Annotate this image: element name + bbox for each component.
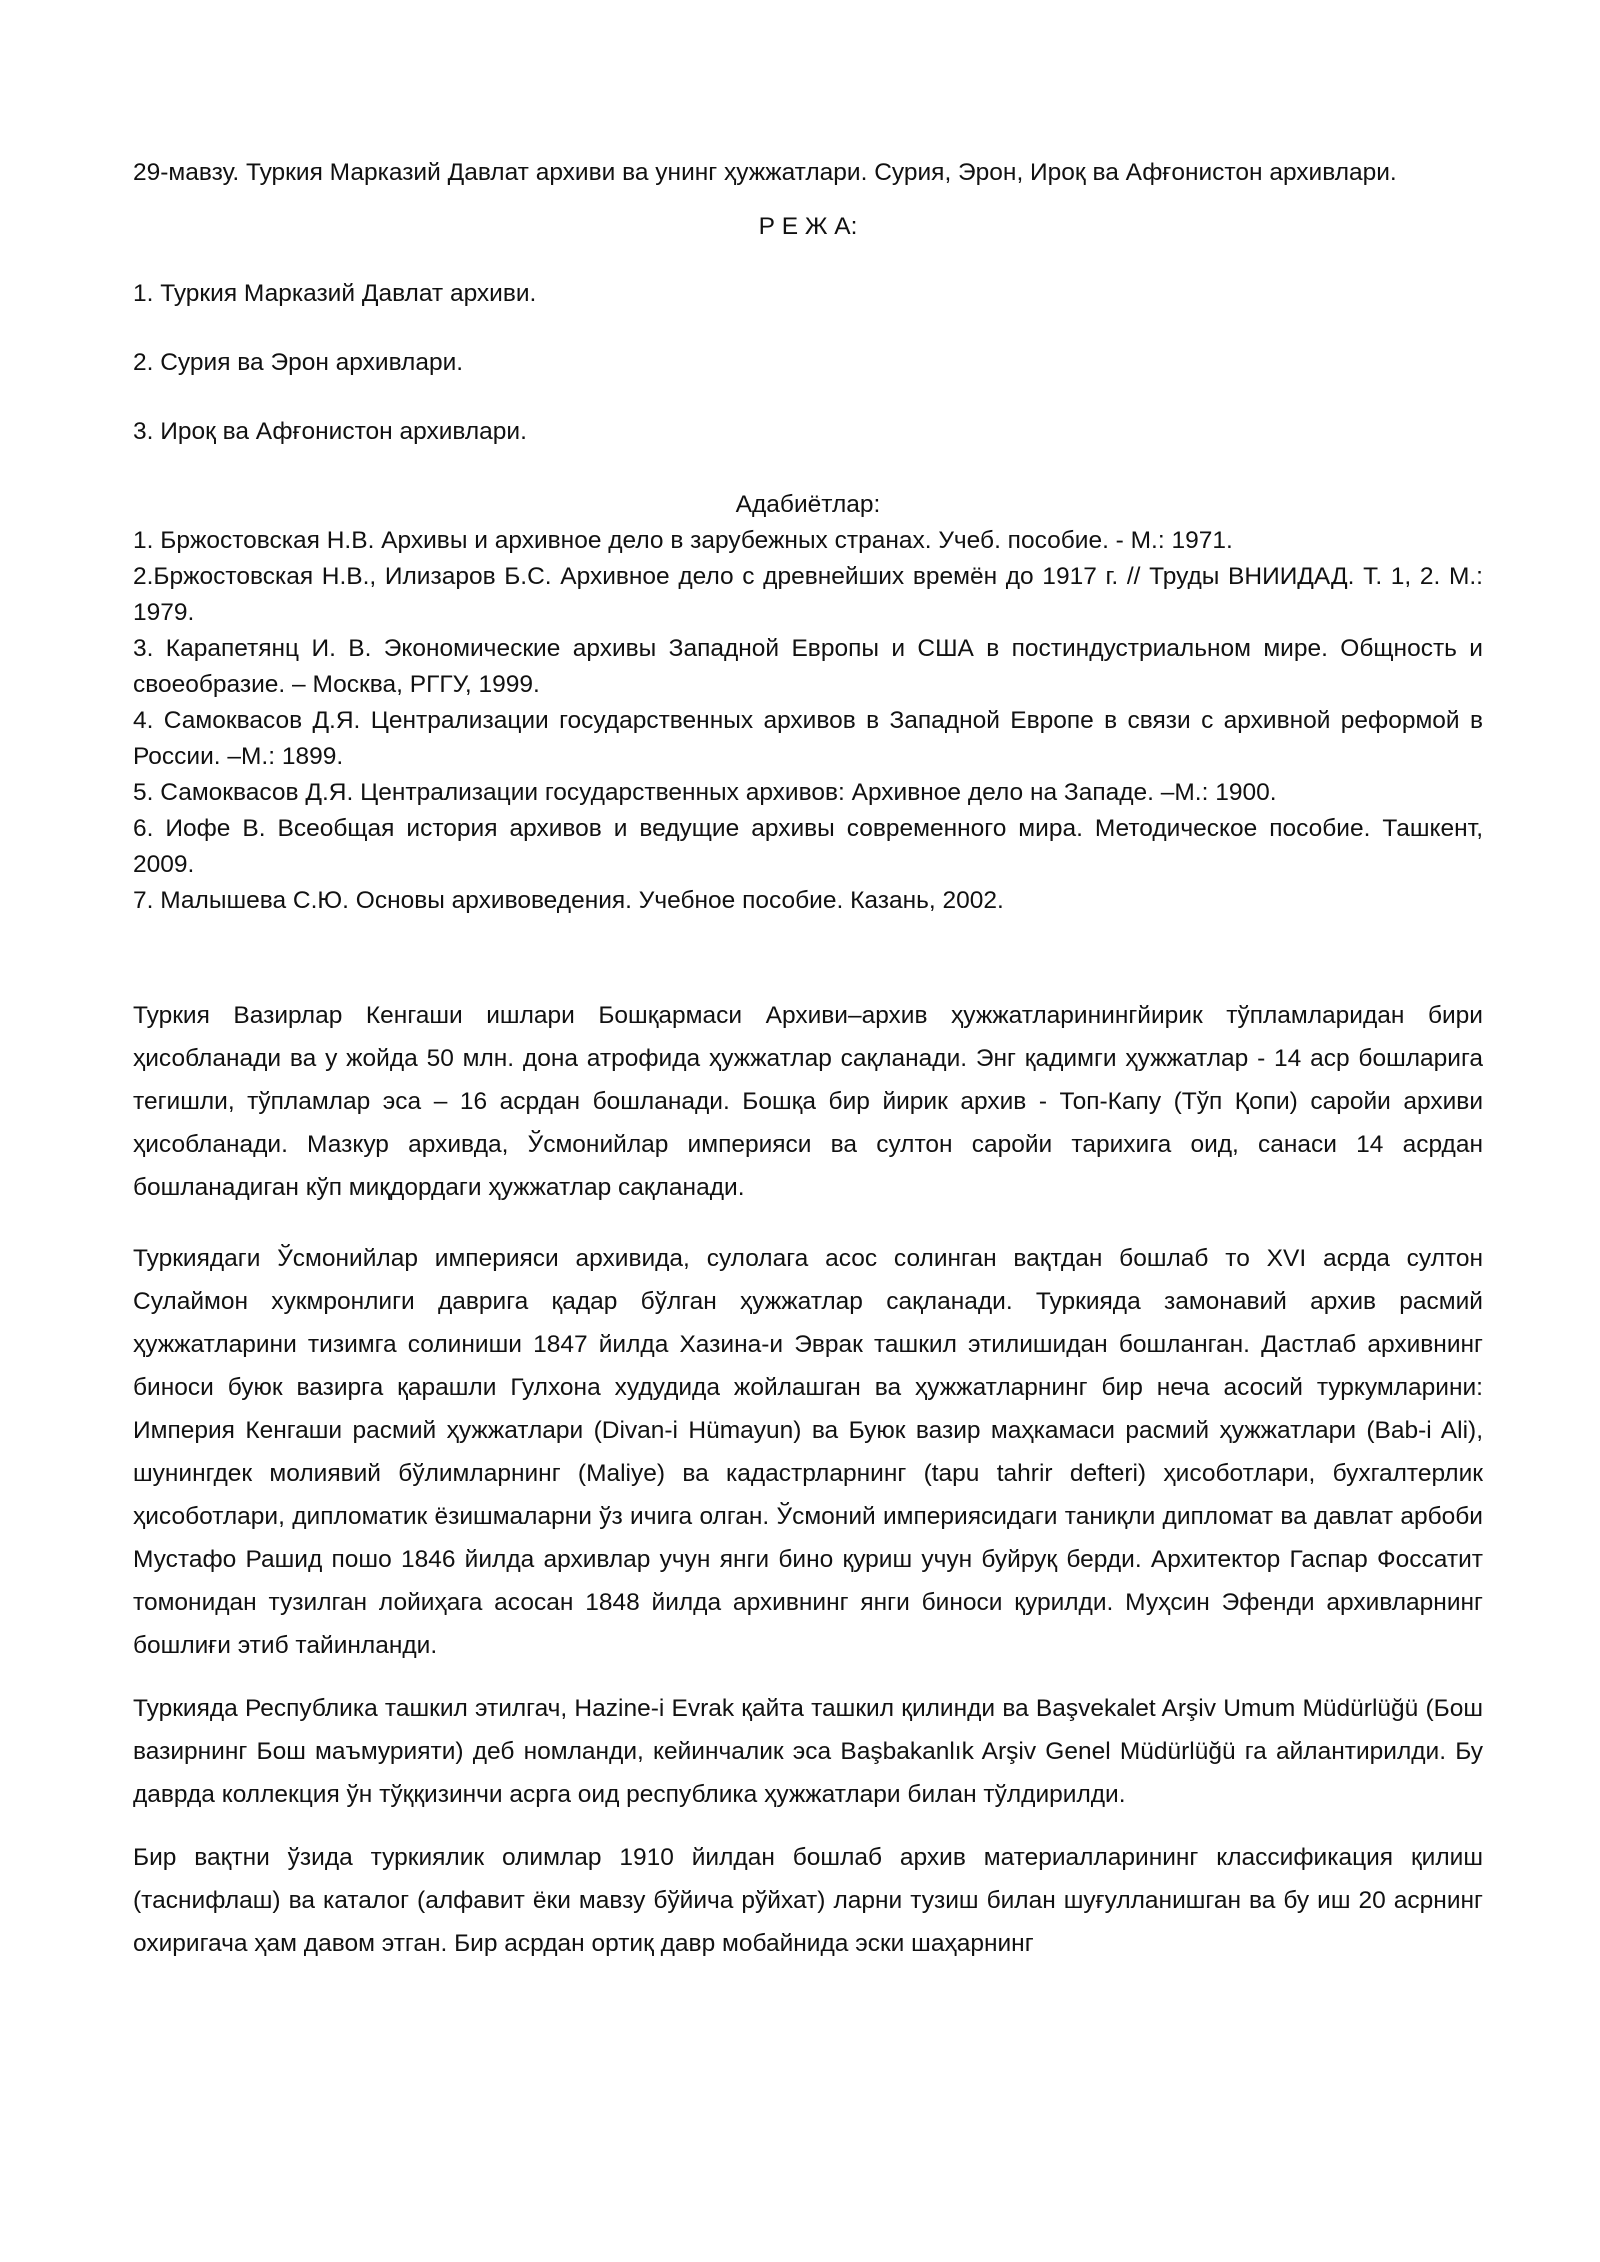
- reference-item: 7. Малышева С.Ю. Основы архивоведения. Учебное пособие. Казань, 2002.: [133, 887, 1004, 914]
- body-paragraph: Туркиядаги Ўсмонийлар империяси архивида, сулолага асос солинган вақтдан бошлаб то XVI асрда султон Сулаймон хукмронлиги даврига қадар бўлган ҳужжатлар сақланади. Туркияда замонавий архив расмий ҳужжатларини тизимга солиниши 1847 йилда Хазина-и Эврак ташкил этилишидан бошланган. Дастлаб архивнинг биноси буюк вазирга қарашли Гулхона худудида жойлашган ва ҳужжатларнинг бир неча асосий туркумларини: Империя Кенгаши расмий ҳужжатлари (Divan-i Hümayun) ва Буюк вазир маҳкамаси расмий ҳужжатлари (Bab-i Ali), шунингдек молиявий бўлимларнинг (Maliye) ва кадастрларнинг (tapu tahrir defteri) ҳисоботлари, бухгалтерлик ҳисоботлари, дипломатик ёзишмаларни ўз ичига олган. Ўсмоний империясидаги таниқли дипломат ва давлат арбоби Мустафо Рашид пошо 1846 йилда архивлар учун янги бино қуриш учун буйруқ берди. Архитектор Гаспар Фоссатит томонидан тузилган лойиҳага асосан 1848 йилда архивнинг янги биноси қурилди. Муҳсин Эфенди архивларнинг бошлиғи этиб тайинланди.: [133, 1245, 1483, 1659]
- reference-item: 6. Иофе В. Всеобщая история архивов и ведущие архивы современного мира. Методическое пособие. Ташкент, 2009.: [133, 815, 1483, 878]
- body-paragraph: Туркия Вазирлар Кенгаши ишлари Бошқармаси Архиви–архив ҳужжатларинингйирик тўпламларидан бири ҳисобланади ва у жойда 50 млн. дона атрофида ҳужжатлар сақланади. Энг қадимги ҳужжатлар - 14 аср бошларига тегишли, тўпламлар эса – 16 асрдан бошланади. Бошқа бир йирик архив - Топ-Капу (Тўп Қопи) саройи архиви ҳисобланади. Мазкур архивда, Ўсмонийлар империяси ва султон саройи тарихига оид, санаси 14 асрдан бошланадиган кўп миқдордаги ҳужжатлар сақланади.: [133, 1002, 1483, 1201]
- plan-item: 1. Туркия Марказий Давлат архиви.: [133, 280, 537, 307]
- document-page: [133, 152, 1483, 1965]
- reference-item: 2.Бржостовская Н.В., Илизаров Б.С. Архивное дело с древнейших времён до 1917 г. // Труды ВНИИДАД. Т. 1, 2. М.: 1979.: [133, 563, 1483, 626]
- plan-item: 3. Ироқ ва Афғонистон архивлари.: [133, 418, 527, 445]
- plan-heading: Р Е Ж А:: [758, 213, 858, 240]
- reference-item: 5. Самоквасов Д.Я. Централизации государственных архивов: Архивное дело на Западе. –М.: 1900.: [133, 779, 1277, 806]
- references-heading: Адабиётлар:: [735, 491, 881, 518]
- plan-item: 2. Сурия ва Эрон архивлари.: [133, 349, 464, 376]
- document-title: 29-мавзу. Туркия Марказий Давлат архиви ва унинг ҳужжатлари. Сурия, Эрон, Ироқ ва Афғонистон архивлари.: [133, 159, 1397, 186]
- reference-item: 1. Бржостовская Н.В. Архивы и архивное дело в зарубежных странах. Учеб. пособие. - М.: 1971.: [133, 527, 1233, 554]
- body-paragraph: Туркияда Республика ташкил этилгач, Hazine-i Evrak қайта ташкил қилинди ва Başvekalet Arşiv Umum Müdürlüğü (Бош вазирнинг Бош маъмурияти) деб номланди, кейинчалик эса Başbakanlık Arşiv Genel Müdürlüğü га айлантирилди. Бу даврда коллекция ўн тўққизинчи асрга оид республика ҳужжатлари билан тўлдирилди.: [133, 1695, 1483, 1808]
- reference-item: 3. Карапетянц И. В. Экономические архивы Западной Европы и США в постиндустриальном мире. Общность и своеобразие. – Москва, РГГУ, 1999.: [133, 635, 1483, 698]
- reference-item: 4. Самоквасов Д.Я. Централизации государственных архивов в Западной Европе в связи с архивной реформой в России. –М.: 1899.: [133, 707, 1483, 770]
- body-paragraph: Бир вақтни ўзида туркиялик олимлар 1910 йилдан бошлаб архив материалларининг классификация қилиш (таснифлаш) ва каталог (алфавит ёки мавзу бўйича рўйхат) ларни тузиш билан шуғулланишган ва бу иш 20 асрнинг охиригача ҳам давом этган. Бир асрдан ортиқ давр мобайнида эски шаҳарнинг: [133, 1844, 1483, 1957]
